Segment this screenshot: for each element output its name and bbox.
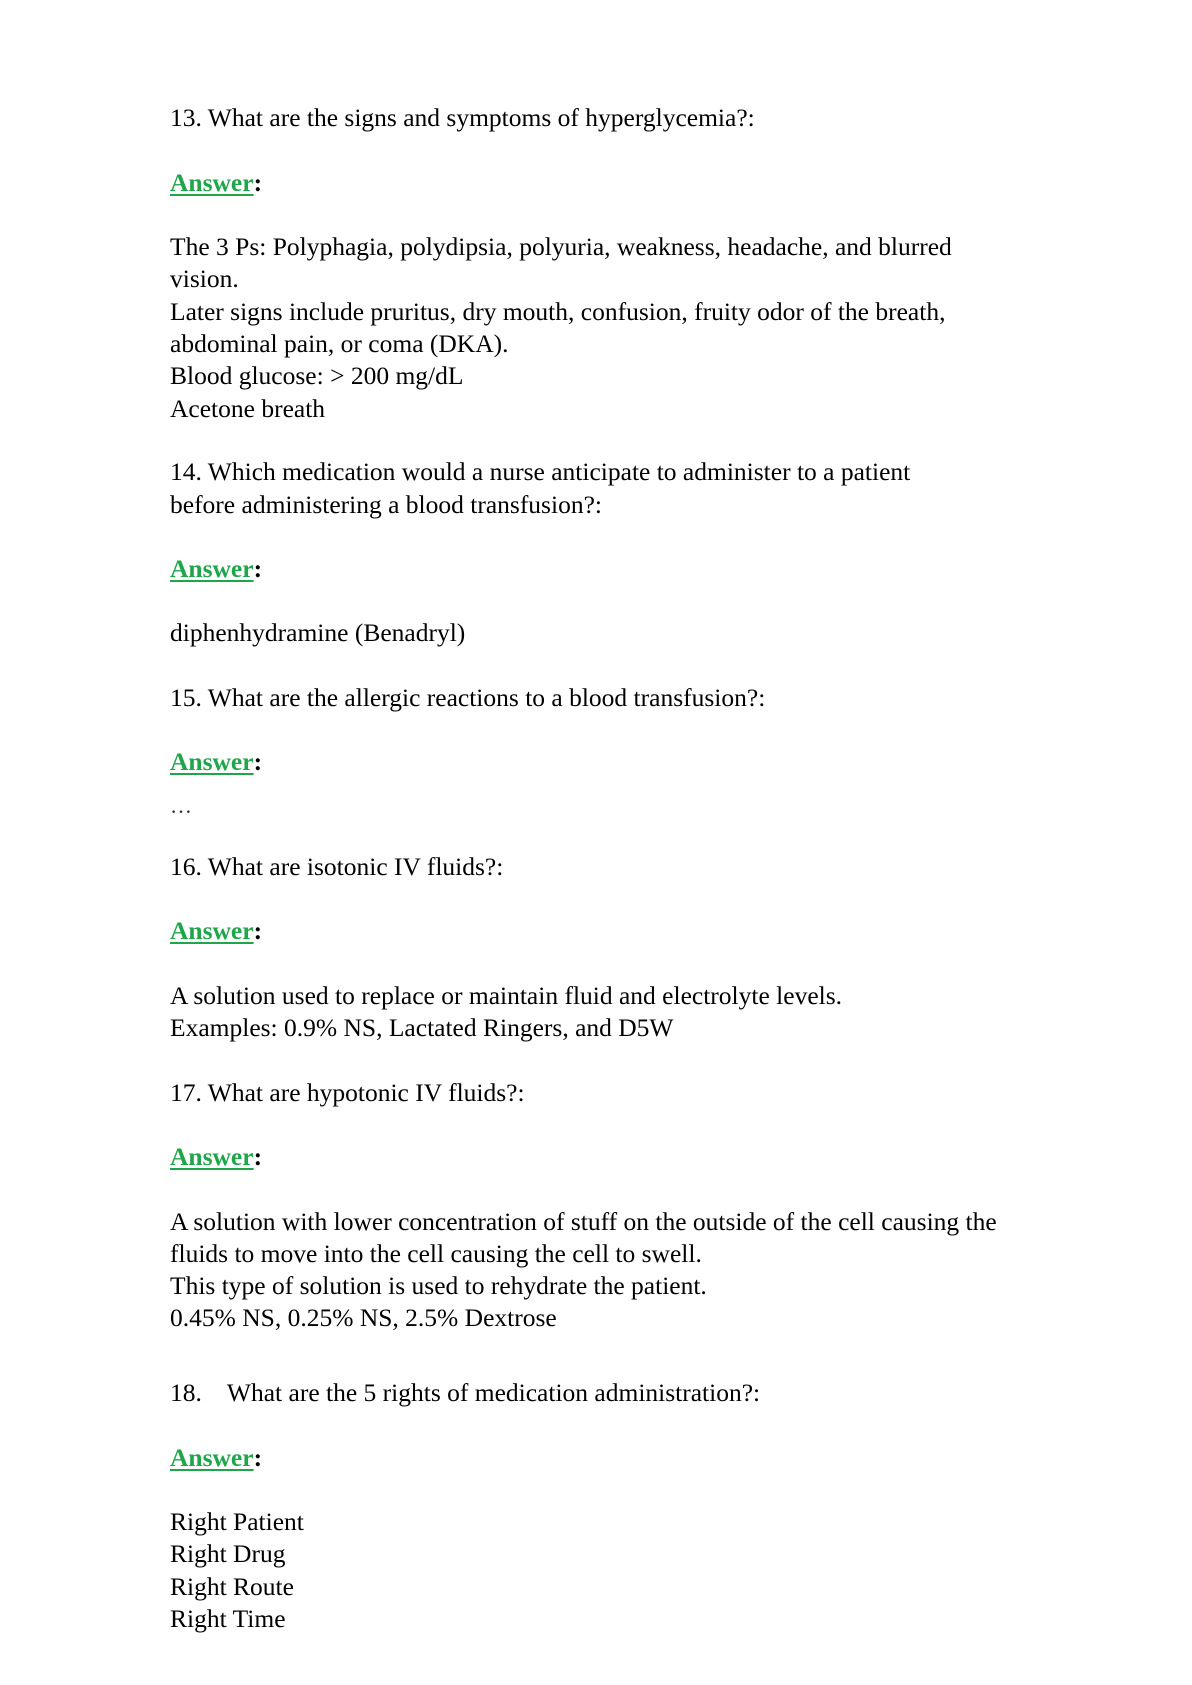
answer-18-line-2: Right Drug <box>170 1539 286 1568</box>
answer-heading-16: Answer: <box>170 916 263 945</box>
answer-16-line-2: Examples: 0.9% NS, Lactated Ringers, and D5W <box>170 1013 674 1042</box>
answer-16-line-1: A solution used to replace or maintain fluid and electrolyte levels. <box>170 981 843 1010</box>
answer-14-line-1: diphenhydramine (Benadryl) <box>170 618 466 647</box>
question-13: 13. What are the signs and symptoms of hyperglycemia?: <box>170 103 755 132</box>
answer-heading-15: Answer: <box>170 747 263 776</box>
answer-heading-18: Answer: <box>170 1443 263 1472</box>
answer-label: Answer <box>170 168 254 197</box>
answer-17-line-3: This type of solution is used to rehydrate the patient. <box>170 1271 707 1300</box>
answer-label: Answer <box>170 1443 254 1472</box>
answer-heading-13: Answer: <box>170 168 263 197</box>
question-17: 17. What are hypotonic IV fluids?: <box>170 1078 525 1107</box>
answer-heading-14: Answer: <box>170 554 263 583</box>
question-14-line-2: before administering a blood transfusion?: <box>170 490 602 519</box>
answer-13-line-5: Blood glucose: > 200 mg/dL <box>170 361 464 390</box>
answer-13-line-4: abdominal pain, or coma (DKA). <box>170 329 509 358</box>
question-15: 15. What are the allergic reactions to a blood transfusion?: <box>170 683 766 712</box>
answer-17-line-1: A solution with lower concentration of stuff on the outside of the cell causing the <box>170 1207 997 1236</box>
answer-17-line-2: fluids to move into the cell causing the cell to swell. <box>170 1239 702 1268</box>
question-18: 18. What are the 5 rights of medication administration?: <box>170 1378 761 1407</box>
answer-label: Answer <box>170 554 254 583</box>
answer-label: Answer <box>170 747 254 776</box>
answer-label: Answer <box>170 1142 254 1171</box>
answer-13-line-6: Acetone breath <box>170 394 326 423</box>
question-16: 16. What are isotonic IV fluids?: <box>170 852 504 881</box>
answer-13-line-1: The 3 Ps: Polyphagia, polydipsia, polyuria, weakness, headache, and blurred <box>170 232 952 261</box>
answer-15-ellipsis: … <box>170 793 192 818</box>
answer-heading-17: Answer: <box>170 1142 263 1171</box>
question-14-line-1: 14. Which medication would a nurse anticipate to administer to a patient <box>170 457 911 486</box>
answer-18-line-3: Right Route <box>170 1572 294 1601</box>
answer-18-line-4: Right Time <box>170 1604 286 1633</box>
answer-18-line-1: Right Patient <box>170 1507 304 1536</box>
answer-label: Answer <box>170 916 254 945</box>
answer-13-line-2: vision. <box>170 264 239 293</box>
answer-17-line-4: 0.45% NS, 0.25% NS, 2.5% Dextrose <box>170 1303 557 1332</box>
answer-13-line-3: Later signs include pruritus, dry mouth, confusion, fruity odor of the breath, <box>170 297 946 326</box>
